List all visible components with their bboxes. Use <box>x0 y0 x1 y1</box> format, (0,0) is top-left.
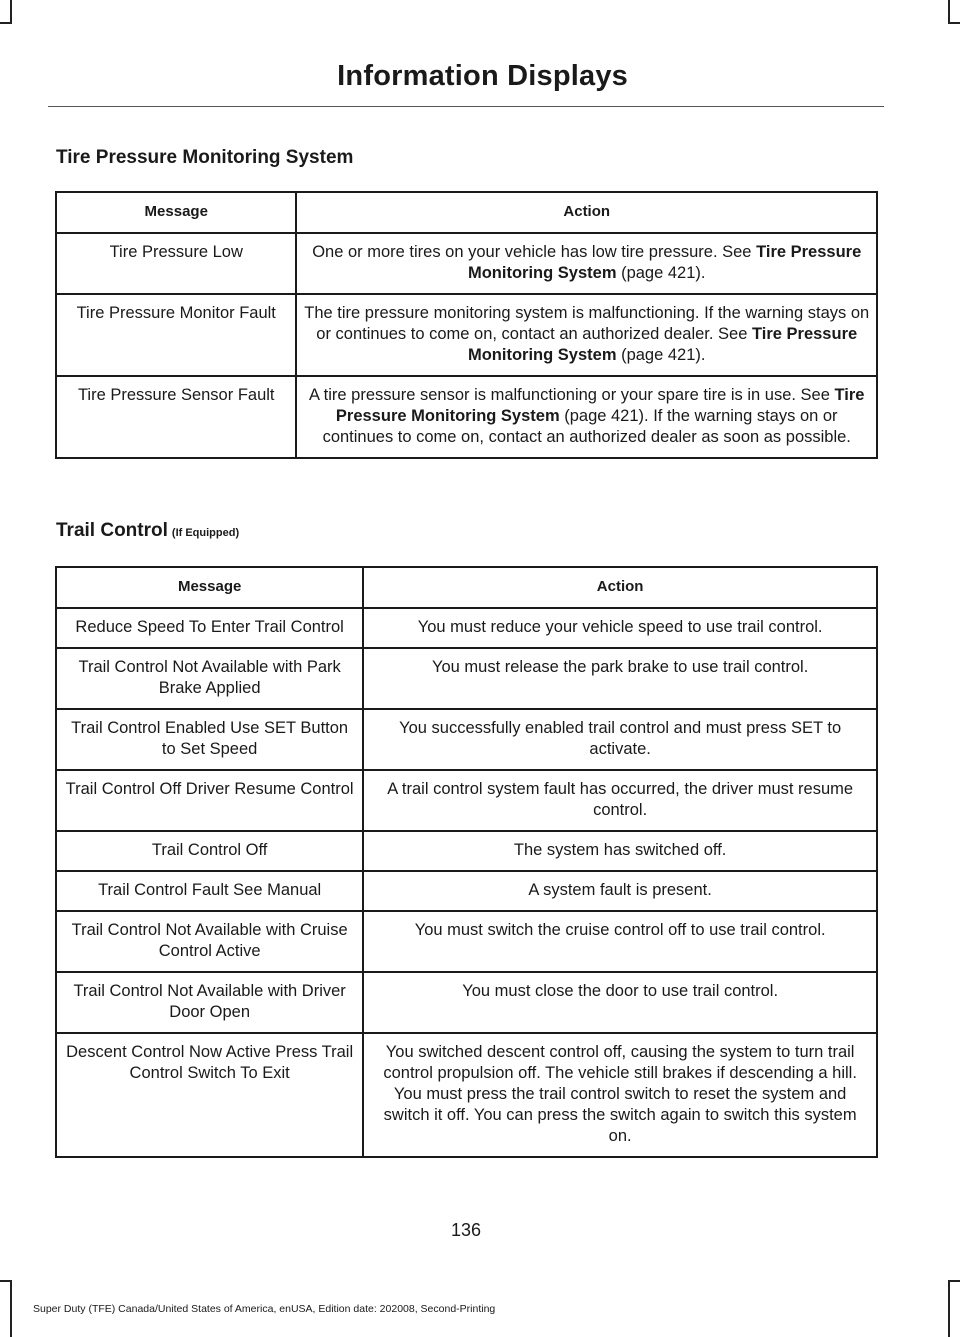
action-cell: The tire pressure monitoring system is malfunctioning. If the warning stays on or continues to come on, contact an authorized dealer. See Tire Pressure Monitoring System (page 421). <box>296 294 877 376</box>
action-cell: A tire pressure sensor is malfunctioning or your spare tire is in use. See Tire Pressure Monitoring System (page 421). If the warning stays on or continues to come on, contact an authorized dealer as soon as possible. <box>296 376 877 458</box>
action-cell: One or more tires on your vehicle has low tire pressure. See Tire Pressure Monitoring System (page 421). <box>296 233 877 294</box>
table-row <box>56 972 877 1033</box>
equipment-tag: (If Equipped) <box>171 527 240 539</box>
table-row <box>56 871 877 911</box>
page-reference-link[interactable]: Tire Pressure Monitoring System <box>467 325 858 364</box>
action-cell: You successfully enabled trail control and must press SET to activate. <box>363 709 877 770</box>
crop-mark <box>948 22 960 24</box>
message-cell: Trail Control Not Available with Driver Door Open <box>56 972 363 1033</box>
crop-mark <box>948 0 950 24</box>
action-cell: A system fault is present. <box>363 871 877 911</box>
table-row <box>56 831 877 871</box>
section-title-text: Trail Control <box>56 520 168 541</box>
message-cell: Trail Control Not Available with Park Brake Applied <box>56 648 363 709</box>
table-row <box>56 648 877 709</box>
crop-mark <box>10 0 12 24</box>
message-cell: Descent Control Now Active Press Trail Control Switch To Exit <box>56 1033 363 1157</box>
message-cell: Tire Pressure Monitor Fault <box>56 294 296 376</box>
header-divider <box>48 106 884 107</box>
page-number: 136 <box>450 1220 482 1240</box>
message-cell: Reduce Speed To Enter Trail Control <box>56 608 363 648</box>
message-cell: Trail Control Fault See Manual <box>56 871 363 911</box>
action-cell: You must switch the cruise control off to use trail control. <box>363 911 877 972</box>
page-reference-link[interactable]: Tire Pressure Monitoring System <box>467 243 862 282</box>
table-row <box>56 1033 877 1157</box>
crop-mark <box>948 1280 950 1337</box>
message-cell: Trail Control Enabled Use SET Button to Set Speed <box>56 709 363 770</box>
action-cell: A trail control system fault has occurred, the driver must resume control. <box>363 770 877 831</box>
tpms-table <box>55 191 878 459</box>
column-header-action: Action <box>363 567 877 608</box>
action-cell: The system has switched off. <box>363 831 877 871</box>
section-title-tpms: Tire Pressure Monitoring System <box>56 147 354 168</box>
message-cell: Trail Control Off Driver Resume Control <box>56 770 363 831</box>
crop-mark <box>0 22 12 24</box>
message-cell: Tire Pressure Low <box>56 233 296 294</box>
table-row <box>56 770 877 831</box>
trail-control-table <box>55 566 878 1158</box>
table-row <box>56 608 877 648</box>
page-header-title: Information Displays <box>337 60 628 92</box>
crop-mark <box>0 1280 12 1282</box>
table-row <box>56 709 877 770</box>
table-header-row <box>56 192 877 233</box>
table-header-row <box>56 567 877 608</box>
message-cell: Trail Control Off <box>56 831 363 871</box>
message-cell: Trail Control Not Available with Cruise Control Active <box>56 911 363 972</box>
table-row <box>56 294 877 376</box>
crop-mark <box>10 1280 12 1337</box>
action-cell: You switched descent control off, causing the system to turn trail control propulsion off. The vehicle still brakes if descending a hill. You must press the trail control switch to reset the system and switch it off. You can press the switch again to switch this system on. <box>363 1033 877 1157</box>
action-cell: You must reduce your vehicle speed to use trail control. <box>363 608 877 648</box>
column-header-message: Message <box>56 192 296 233</box>
action-cell: You must release the park brake to use trail control. <box>363 648 877 709</box>
table-row <box>56 233 877 294</box>
column-header-action: Action <box>296 192 877 233</box>
crop-mark <box>948 1280 960 1282</box>
section-title-trail-control <box>56 520 239 542</box>
footer-edition-info: Super Duty (TFE) Canada/United States of America, enUSA, Edition date: 202008, Second-Printing <box>33 1303 496 1315</box>
table-row <box>56 911 877 972</box>
action-cell: You must close the door to use trail control. <box>363 972 877 1033</box>
page-reference-link[interactable]: Tire Pressure Monitoring System <box>335 386 865 425</box>
table-row <box>56 376 877 458</box>
column-header-message: Message <box>56 567 363 608</box>
message-cell: Tire Pressure Sensor Fault <box>56 376 296 458</box>
